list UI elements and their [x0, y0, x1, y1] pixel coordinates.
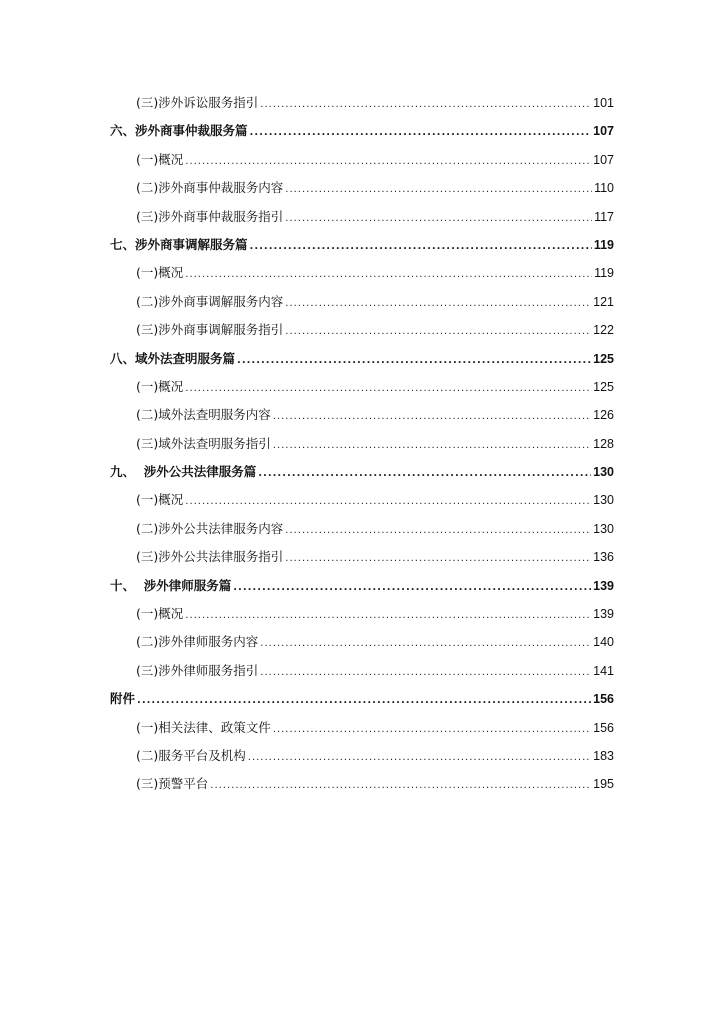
toc-entry-page: 136 — [593, 550, 614, 565]
toc-entry[interactable] — [110, 430, 614, 458]
toc-section-page: 125 — [593, 351, 614, 366]
toc-section[interactable] — [110, 117, 614, 145]
toc-entry[interactable] — [110, 543, 614, 571]
dot-leader — [285, 318, 591, 346]
toc-entry-page: 140 — [593, 635, 614, 650]
toc-entry-page: 130 — [593, 521, 614, 536]
dot-leader — [185, 602, 591, 630]
dot-leader — [273, 432, 591, 460]
toc-entry-page: 139 — [593, 607, 614, 622]
toc-entry-title: (三)域外法查明服务指引 — [136, 435, 271, 451]
toc-section-title: 八、域外法查明服务篇 — [110, 350, 236, 366]
toc-section-page: 139 — [593, 578, 614, 593]
toc-entry-title: (三)涉外商事仲裁服务指引 — [136, 208, 284, 224]
toc-entry-page: 101 — [593, 96, 614, 110]
toc-entry-title: (一)概况 — [136, 151, 184, 167]
toc-entry-page: 141 — [593, 663, 614, 678]
dot-leader — [260, 630, 591, 658]
table-of-contents — [110, 89, 614, 799]
toc-entry[interactable] — [110, 203, 614, 231]
toc-entry[interactable] — [110, 742, 614, 770]
toc-entry-title: (一)概况 — [136, 265, 184, 281]
dot-leader — [210, 772, 591, 800]
dot-leader — [250, 233, 592, 261]
toc-entry-title: (三)涉外商事调解服务指引 — [136, 322, 284, 338]
toc-entry[interactable] — [110, 259, 614, 287]
toc-entry-title: (三)预警平台 — [136, 776, 209, 792]
toc-entry-title: (一)相关法律、政策文件 — [136, 719, 271, 735]
dot-leader — [185, 148, 591, 176]
dot-leader — [185, 261, 592, 289]
dot-leader — [260, 659, 591, 687]
dot-leader — [137, 687, 591, 715]
dot-leader — [285, 290, 591, 318]
toc-entry-page: 126 — [593, 408, 614, 423]
toc-entry-page: 195 — [593, 777, 614, 792]
toc-entry[interactable] — [110, 714, 614, 742]
toc-section-title: 七、涉外商事调解服务篇 — [110, 236, 248, 252]
toc-section-title: 六、涉外商事仲裁服务篇 — [110, 123, 248, 139]
toc-section-page: 156 — [593, 692, 614, 707]
toc-entry[interactable] — [110, 401, 614, 429]
toc-entry[interactable] — [110, 770, 614, 798]
toc-entry-title: (一)概况 — [136, 492, 184, 508]
dot-leader — [285, 517, 591, 545]
toc-entry[interactable] — [110, 373, 614, 401]
toc-section-page: 130 — [593, 465, 614, 480]
dot-leader — [285, 176, 592, 204]
dot-leader — [250, 119, 592, 147]
dot-leader — [273, 403, 591, 431]
toc-section-title: 九、 涉外公共法律服务篇 — [110, 464, 257, 480]
toc-entry[interactable] — [110, 515, 614, 543]
toc-entry[interactable] — [110, 174, 614, 202]
toc-entry[interactable] — [110, 146, 614, 174]
toc-entry-title: (三)涉外诉讼服务指引 — [136, 95, 259, 110]
toc-section[interactable] — [110, 572, 614, 600]
toc-entry[interactable] — [110, 600, 614, 628]
toc-entry-title: (二)涉外商事仲裁服务内容 — [136, 180, 284, 196]
toc-entry-title: (二)域外法查明服务内容 — [136, 407, 271, 423]
toc-entry[interactable] — [110, 89, 614, 117]
dot-leader — [237, 347, 591, 375]
toc-entry-title: (一)概况 — [136, 378, 184, 394]
toc-section[interactable] — [110, 231, 614, 259]
toc-entry-title: (二)涉外公共法律服务内容 — [136, 520, 284, 536]
toc-entry-title: (二)涉外商事调解服务内容 — [136, 293, 284, 309]
toc-entry-page: 125 — [593, 379, 614, 394]
dot-leader — [273, 716, 591, 744]
toc-entry-title: (二)涉外律师服务内容 — [136, 634, 259, 650]
toc-entry[interactable] — [110, 628, 614, 656]
dot-leader — [185, 488, 591, 516]
toc-entry-title: (一)概况 — [136, 606, 184, 622]
dot-leader — [285, 205, 592, 233]
toc-entry-page: 107 — [593, 152, 614, 167]
toc-entry[interactable] — [110, 316, 614, 344]
dot-leader — [285, 545, 591, 573]
dot-leader — [258, 460, 591, 488]
toc-entry[interactable] — [110, 657, 614, 685]
toc-section-title: 附件 — [110, 691, 136, 707]
toc-section-page: 107 — [593, 124, 614, 139]
toc-entry-page: 122 — [593, 323, 614, 338]
toc-entry-page: 128 — [593, 436, 614, 451]
toc-entry-page: 156 — [593, 720, 614, 735]
toc-entry-title: (二)服务平台及机构 — [136, 747, 246, 763]
toc-entry-page: 117 — [594, 209, 614, 224]
toc-section-title: 十、 涉外律师服务篇 — [110, 577, 232, 593]
dot-leader — [260, 91, 591, 119]
toc-entry-page: 130 — [593, 493, 614, 508]
dot-leader — [185, 375, 591, 403]
toc-section[interactable] — [110, 458, 614, 486]
dot-leader — [248, 744, 591, 772]
toc-section[interactable] — [110, 685, 614, 713]
toc-entry-page: 183 — [593, 748, 614, 763]
toc-section[interactable] — [110, 345, 614, 373]
toc-entry-title: (三)涉外律师服务指引 — [136, 662, 259, 678]
toc-entry-page: 110 — [594, 181, 614, 196]
toc-entry-page: 121 — [593, 294, 614, 309]
toc-entry[interactable] — [110, 486, 614, 514]
toc-section-page: 119 — [593, 237, 614, 252]
toc-entry-page: 119 — [594, 266, 614, 281]
dot-leader — [233, 574, 591, 602]
toc-entry-title: (三)涉外公共法律服务指引 — [136, 549, 284, 565]
toc-entry[interactable] — [110, 288, 614, 316]
